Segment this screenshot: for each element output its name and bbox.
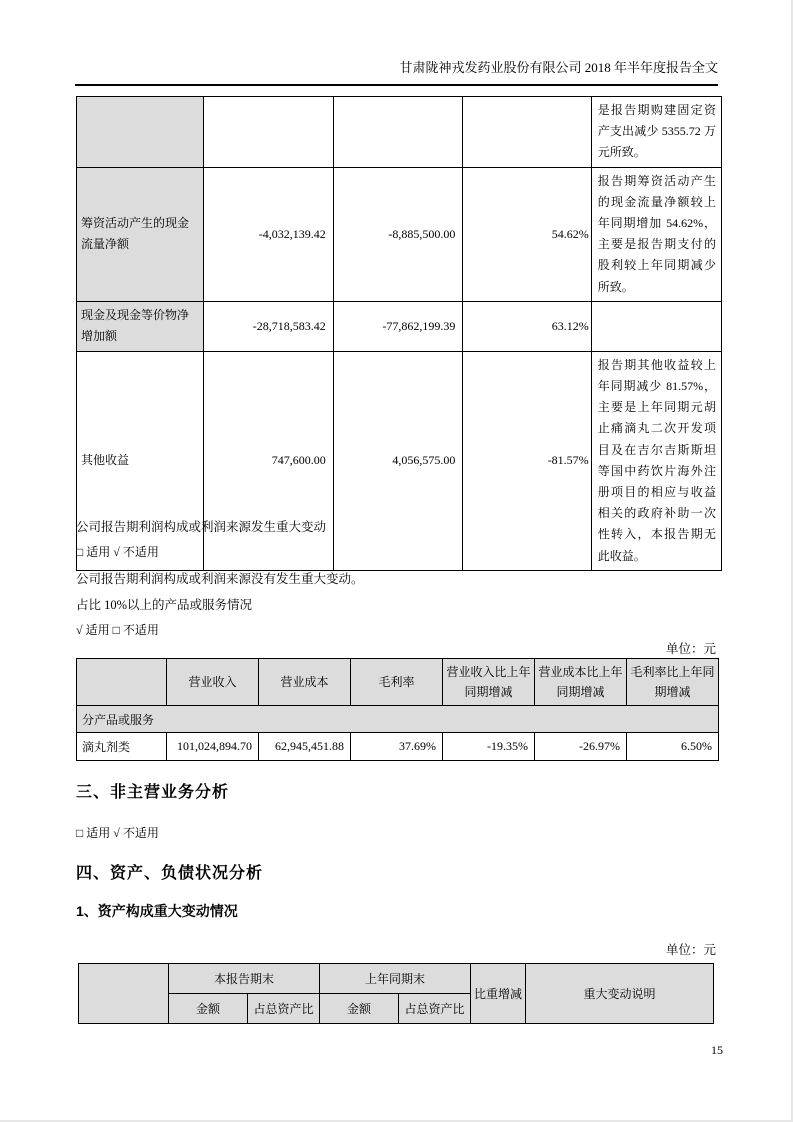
margin-cell: 37.69% <box>351 733 443 761</box>
column-header-cost: 营业成本 <box>259 659 351 706</box>
change-cell: 63.12% <box>463 301 591 351</box>
subheader-ratio: 占总资产比 <box>248 994 320 1024</box>
subheader-ratio: 占总资产比 <box>399 994 471 1024</box>
prior-amount-cell: -8,885,500.00 <box>333 167 463 301</box>
asset-composition-table <box>78 963 714 1024</box>
header-rule <box>75 84 718 86</box>
note-cell: 是报告期购建固定资产支出减少 5355.72 万元所致。 <box>591 97 721 168</box>
running-header-title: 甘肃陇神戎发药业股份有限公司 2018 年半年度报告全文 <box>399 60 718 75</box>
current-amount-cell: -28,718,583.42 <box>204 301 334 351</box>
unit-label: 单位：元 <box>665 642 716 656</box>
column-header-revenue: 营业收入 <box>167 659 259 706</box>
section-title-assets-liabilities: 四、资产、负债状况分析 <box>76 865 264 882</box>
table-row-financing-cash-flow <box>77 167 722 301</box>
prior-amount-cell <box>333 97 463 168</box>
column-header-revenue-change: 营业收入比上年同期增减 <box>443 659 535 706</box>
profit-change-title: 公司报告期利润构成或利润来源发生重大变动 <box>76 520 327 534</box>
column-header-cost-change: 营业成本比上年同期增减 <box>535 659 627 706</box>
non-main-business-applicability: □ 适用 √ 不适用 <box>76 826 159 840</box>
profit-change-note: 公司报告期利润构成或利润来源没有发生重大变动。 <box>76 572 364 586</box>
change-cell <box>463 97 591 168</box>
subsection-title-asset-composition: 1、资产构成重大变动情况 <box>76 903 238 919</box>
table-row-other-income <box>77 351 722 570</box>
revenue-cell: 101,024,894.70 <box>167 733 259 761</box>
row-label-cell: 筹资活动产生的现金流量净额 <box>77 167 204 301</box>
column-header-weight-change: 比重增减 <box>471 964 526 1024</box>
row-label-cell: 其他收益 <box>77 351 204 570</box>
prior-amount-cell: 4,056,575.00 <box>333 351 463 570</box>
product-name-cell: 滴丸剂类 <box>77 733 167 761</box>
subheader-amount: 金额 <box>169 994 248 1024</box>
margin-change-cell: 6.50% <box>627 733 719 761</box>
table-row-pellet-products <box>77 733 719 761</box>
profit-change-applicability: □ 适用 √ 不适用 <box>76 545 159 559</box>
current-amount-cell <box>204 97 334 168</box>
cost-cell: 62,945,451.88 <box>259 733 351 761</box>
change-cell: -81.57% <box>463 351 591 570</box>
prior-amount-cell: -77,862,199.39 <box>333 301 463 351</box>
note-cell: 报告期筹资活动产生的现金流量净额较上年同期增加 54.62%，主要是报告期支付的股利较上年同期减少所致。 <box>591 167 721 301</box>
column-header-margin: 毛利率 <box>351 659 443 706</box>
unit-label: 单位：元 <box>665 943 716 957</box>
column-header-prior-period: 上年同期末 <box>320 964 471 994</box>
cash-flow-analysis-table <box>76 96 722 571</box>
empty-header-cell <box>77 659 167 706</box>
product-service-table <box>76 658 719 761</box>
page-number: 15 <box>711 1043 723 1057</box>
products-over-10pct-title: 占比 10%以上的产品或服务情况 <box>76 598 253 612</box>
table-row-net-cash-increase <box>77 301 722 351</box>
current-amount-cell: -4,032,139.42 <box>204 167 334 301</box>
section-title-non-main-business: 三、非主营业务分析 <box>76 784 230 801</box>
table-header-row-1 <box>79 964 714 994</box>
table-group-row <box>77 706 719 733</box>
empty-header-cell <box>79 964 169 1024</box>
column-header-change-note: 重大变动说明 <box>526 964 714 1024</box>
subheader-amount: 金额 <box>320 994 399 1024</box>
column-header-margin-change: 毛利率比上年同期增减 <box>627 659 719 706</box>
change-cell: 54.62% <box>463 167 591 301</box>
products-over-10pct-applicability: √ 适用 □ 不适用 <box>76 623 159 637</box>
table-row-continued <box>77 97 722 168</box>
note-cell <box>591 301 721 351</box>
group-label-cell: 分产品或服务 <box>77 706 719 733</box>
note-cell: 报告期其他收益较上年同期减少 81.57%，主要是上年同期元胡止痛滴丸二次开发项目及在吉尔吉斯斯坦等国中药饮片海外注册项目的相应与收益相关的政府补助一次性转入，本报告期无此收益。 <box>591 351 721 570</box>
row-label-cell: 现金及现金等价物净增加额 <box>77 301 204 351</box>
revenue-change-cell: -19.35% <box>443 733 535 761</box>
row-label-cell <box>77 97 204 168</box>
cost-change-cell: -26.97% <box>535 733 627 761</box>
column-header-current-period: 本报告期末 <box>169 964 320 994</box>
table-header-row <box>77 659 719 706</box>
current-amount-cell: 747,600.00 <box>204 351 334 570</box>
